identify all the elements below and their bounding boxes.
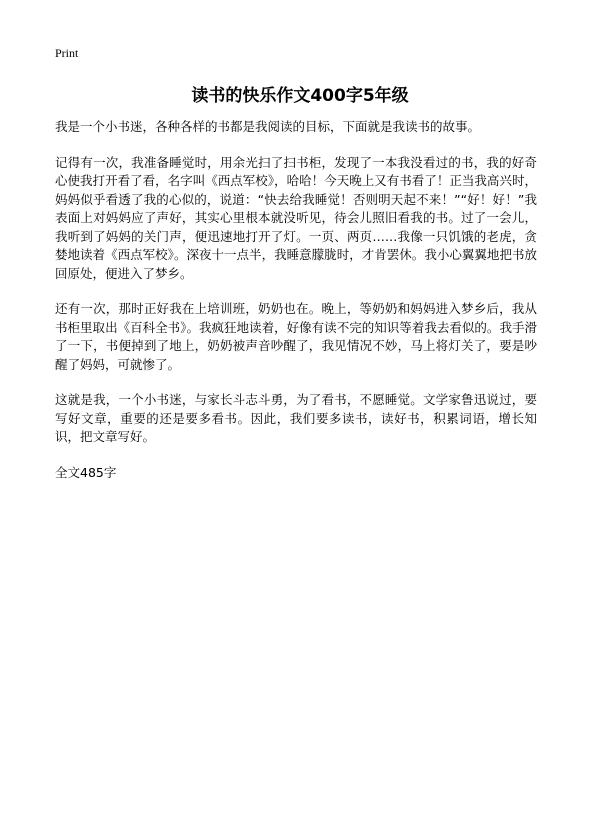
article-body — [55, 118, 537, 482]
paragraph-conclusion: 这就是我，一个小书迷，与家长斗志斗勇，为了看书，不愿睡觉。文学家鲁迅说过，要写好文章，重要的还是要多看书。因此，我们要多读书，读好书，积累词语，增长知识，把文章写好。 — [55, 392, 537, 444]
article-title: 读书的快乐作文400字5年级 — [191, 86, 409, 106]
print-link[interactable]: Print — [55, 46, 79, 60]
word-count: 全文485字 — [55, 464, 117, 480]
paragraph-story-two: 还有一次，那时正好我在上培训班，奶奶也在。晚上，等奶奶和妈妈进入梦乡后，我从书柜里取出《百科全书》。我疯狂地读着，好像有读不完的知识等着我去看似的。我手滑了一下，书便掉到了地上，奶奶被声音吵醒了，我见情况不妙，马上将灯关了，要是吵醒了妈妈，可就惨了。 — [55, 301, 537, 372]
paragraph-intro: 我是一个小书迷，各种各样的书都是我阅读的目标，下面就是我读书的故事。 — [55, 119, 481, 134]
paragraph-story-one: 记得有一次，我准备睡觉时，用余光扫了扫书柜，发现了一本我没看过的书，我的好奇心使我打开看了看，名字叫《西点军校》，哈哈！今天晚上又有书看了！正当我高兴时，妈妈似乎看透了我的心似的，说道：“快去给我睡觉！否则明天起不来！”“好！好！”我表面上对妈妈应了声好，其实心里根本就没听见，待会儿照旧看我的书。过了一会儿，我听到了妈妈的关门声，便迅速地打开了灯。一页、两页……我像一只饥饿的老虎，贪婪地读着《西点军校》。深夜十一点半，我睡意朦胧时，才肯罢休。我小心翼翼地把书放回原处，便进入了梦乡。 — [55, 154, 537, 281]
